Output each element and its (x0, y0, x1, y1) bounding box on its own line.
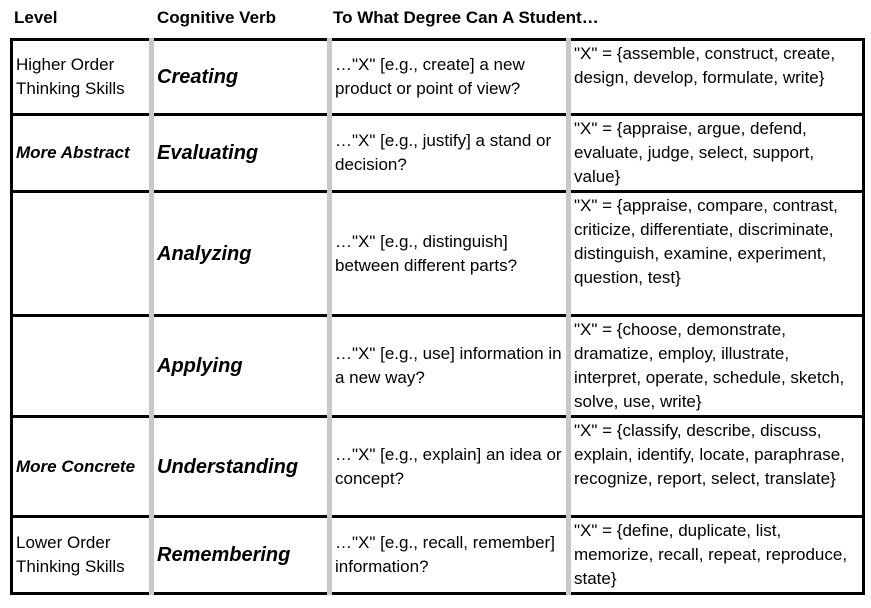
examples-cell: "X" = {classify, describe, discuss, explain, identify, locate, paraphrase, recognize, report, select, translate} (569, 417, 864, 517)
table-row (12, 40, 864, 115)
header-cognitive-verb: Cognitive Verb (157, 8, 277, 27)
level-cell (12, 40, 152, 115)
verb-cell: Evaluating (152, 115, 330, 192)
examples-cell: "X" = {assemble, construct, create, design, develop, formulate, write} (569, 40, 864, 115)
blooms-taxonomy-table (10, 38, 865, 595)
level-cell (12, 192, 152, 316)
question-cell: …"X" [e.g., recall, remember] information? (330, 517, 569, 594)
level-cell (12, 417, 152, 517)
examples-cell: "X" = {choose, demonstrate, dramatize, employ, illustrate, interpret, operate, schedule, sketch, solve, use, write} (569, 316, 864, 417)
table-row (12, 517, 864, 594)
header-question: To What Degree Can A Student… (333, 8, 599, 27)
level-label: Lower Order Thinking Skills (16, 533, 125, 576)
examples-cell: "X" = {define, duplicate, list, memorize, recall, repeat, reproduce, state} (569, 517, 864, 594)
question-cell: …"X" [e.g., distinguish] between different parts? (330, 192, 569, 316)
question-cell: …"X" [e.g., create] a new product or point of view? (330, 40, 569, 115)
table-row (12, 115, 864, 192)
level-cell (12, 517, 152, 594)
level-label: Higher Order Thinking Skills (16, 55, 125, 98)
question-cell: …"X" [e.g., justify] a stand or decision? (330, 115, 569, 192)
verb-cell: Analyzing (152, 192, 330, 316)
examples-cell: "X" = {appraise, compare, contrast, criticize, differentiate, discriminate, distinguish, examine, experiment, question, test} (569, 192, 864, 316)
table-row (12, 417, 864, 517)
question-cell: …"X" [e.g., explain] an idea or concept? (330, 417, 569, 517)
header-level: Level (14, 8, 58, 27)
level-label: More Concrete (16, 456, 136, 476)
level-cell (12, 115, 152, 192)
question-cell: …"X" [e.g., use] information in a new way? (330, 316, 569, 417)
table-row (12, 316, 864, 417)
verb-cell: Applying (152, 316, 330, 417)
verb-cell: Remembering (152, 517, 330, 594)
level-cell (12, 316, 152, 417)
verb-cell: Understanding (152, 417, 330, 517)
verb-cell: Creating (152, 40, 330, 115)
table-row (12, 192, 864, 316)
examples-cell: "X" = {appraise, argue, defend, evaluate, judge, select, support, value} (569, 115, 864, 192)
level-label: More Abstract (16, 143, 130, 162)
